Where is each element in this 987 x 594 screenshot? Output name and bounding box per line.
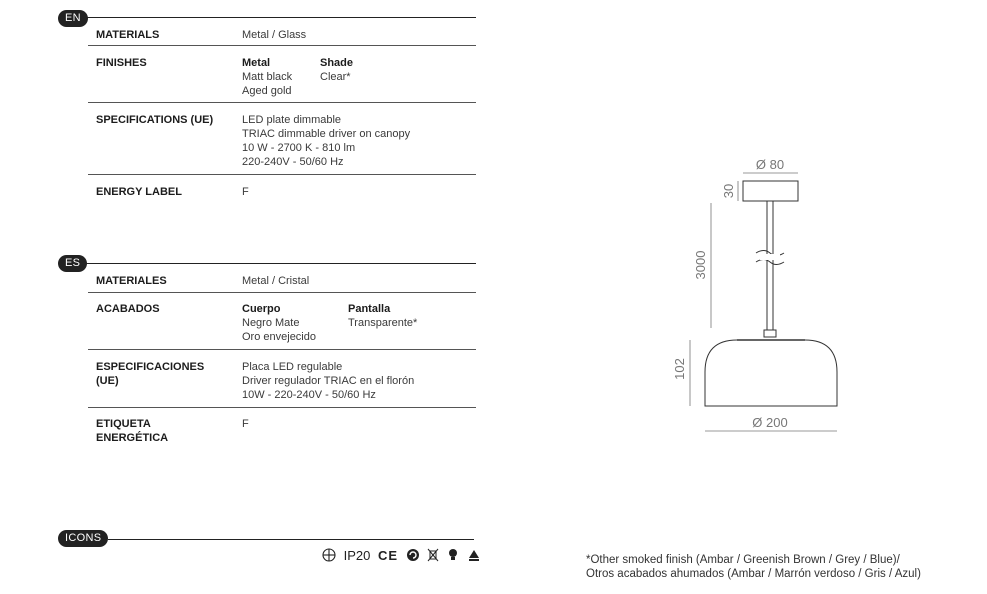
footnote-line-en: *Other smoked finish (Ambar / Greenish Brown / Grey / Blue)/ [586,554,900,566]
shade [705,340,837,406]
footnote [586,553,921,581]
cable-break [756,260,784,265]
es-especificaciones-label [96,360,236,388]
en-finishes-col1 [242,56,292,98]
en-finishes-col2 [320,56,353,84]
icons-divider [108,539,474,540]
en-finishes-col1-head: Metal [242,57,271,69]
en-row-specifications [88,103,476,175]
canopy-height-label: 30 [721,183,736,199]
es-materiales-value: Metal / Cristal [242,275,310,287]
es-section [58,255,476,455]
weee-bin-icon [427,548,439,563]
en-finishes-col1-line: Aged gold [242,85,292,97]
en-row-energy [88,175,476,205]
canopy [743,181,798,201]
es-especificaciones-label-line: (UE) [96,375,119,387]
es-acabados-col2 [348,302,417,330]
recycle-icon [406,548,420,563]
en-spec-line: LED plate dimmable [242,114,342,126]
es-acabados-col2-line: Transparente* [348,317,418,329]
shade-height-label: 102 [672,358,687,380]
certification-icons [322,548,485,563]
icons-tag: ICONS [58,530,108,547]
es-acabados-col1-head: Cuerpo [242,303,281,315]
es-acabados-col1-line: Oro envejecido [242,331,316,343]
cable-length-label: 3000 [693,250,708,280]
dimmable-bulb-icon [447,548,459,563]
en-section [58,10,476,210]
es-divider [84,263,476,264]
footnote-line-es: Otros acabados ahumados (Ambar / Marrón verdoso / Gris / Azul) [586,568,921,580]
es-especificaciones-label-line: ESPECIFICACIONES [96,361,205,373]
en-spec-line: 10 W - 2700 K - 810 lm [242,142,356,154]
es-row-etiqueta [88,408,476,448]
en-row-finishes [88,46,476,103]
es-etiqueta-label-line: ETIQUETA [96,418,151,430]
es-acabados-col1-line: Negro Mate [242,317,300,329]
es-spec-line: Driver regulador TRIAC en el florón [242,375,415,387]
es-etiqueta-label [96,417,236,445]
ce-mark-icon: CE [378,548,399,563]
en-finishes-label: FINISHES [96,57,147,69]
en-spec-line: TRIAC dimmable driver on canopy [242,128,411,140]
en-energy-label: ENERGY LABEL [96,186,182,198]
en-energy-value: F [242,186,249,198]
en-materials-value: Metal / Glass [242,29,307,41]
cable-break [756,251,784,256]
en-spec-line: 220-240V - 50/60 Hz [242,156,344,168]
shade-diameter-label: Ø 200 [752,415,788,430]
shade-cap [764,330,776,337]
canopy-diameter-label: Ø 80 [755,157,785,172]
es-row-especificaciones [88,350,476,408]
es-acabados-label: ACABADOS [96,303,160,315]
es-etiqueta-value: F [242,418,249,430]
es-spec-line: Placa LED regulable [242,361,343,373]
en-row-materials [88,26,476,46]
en-finishes-col2-line: Clear* [320,71,351,83]
en-materials-label: MATERIALS [96,29,160,41]
ip-rating-label: IP20 [343,548,371,563]
en-specifications-value [242,113,410,169]
es-row-materiales [88,272,476,293]
en-tag: EN [58,10,88,27]
en-finishes-col1-line: Matt black [242,71,293,83]
es-etiqueta-label-line: ENERGÉTICA [96,432,169,444]
ground-symbol-icon [322,548,336,563]
es-tag: ES [58,255,87,272]
en-finishes-col2-head: Shade [320,57,354,69]
es-acabados-col2-head: Pantalla [348,303,391,315]
energy-class-icon [467,548,481,563]
es-especificaciones-value [242,360,414,402]
cable-break-gap [760,254,780,260]
es-spec-line: 10W - 220-240V - 50/60 Hz [242,389,376,401]
en-specifications-label: SPECIFICATIONS (UE) [96,114,214,126]
es-acabados-col1 [242,302,316,344]
es-row-acabados [88,293,476,350]
en-divider [84,17,476,18]
es-materiales-label: MATERIALES [96,275,167,287]
